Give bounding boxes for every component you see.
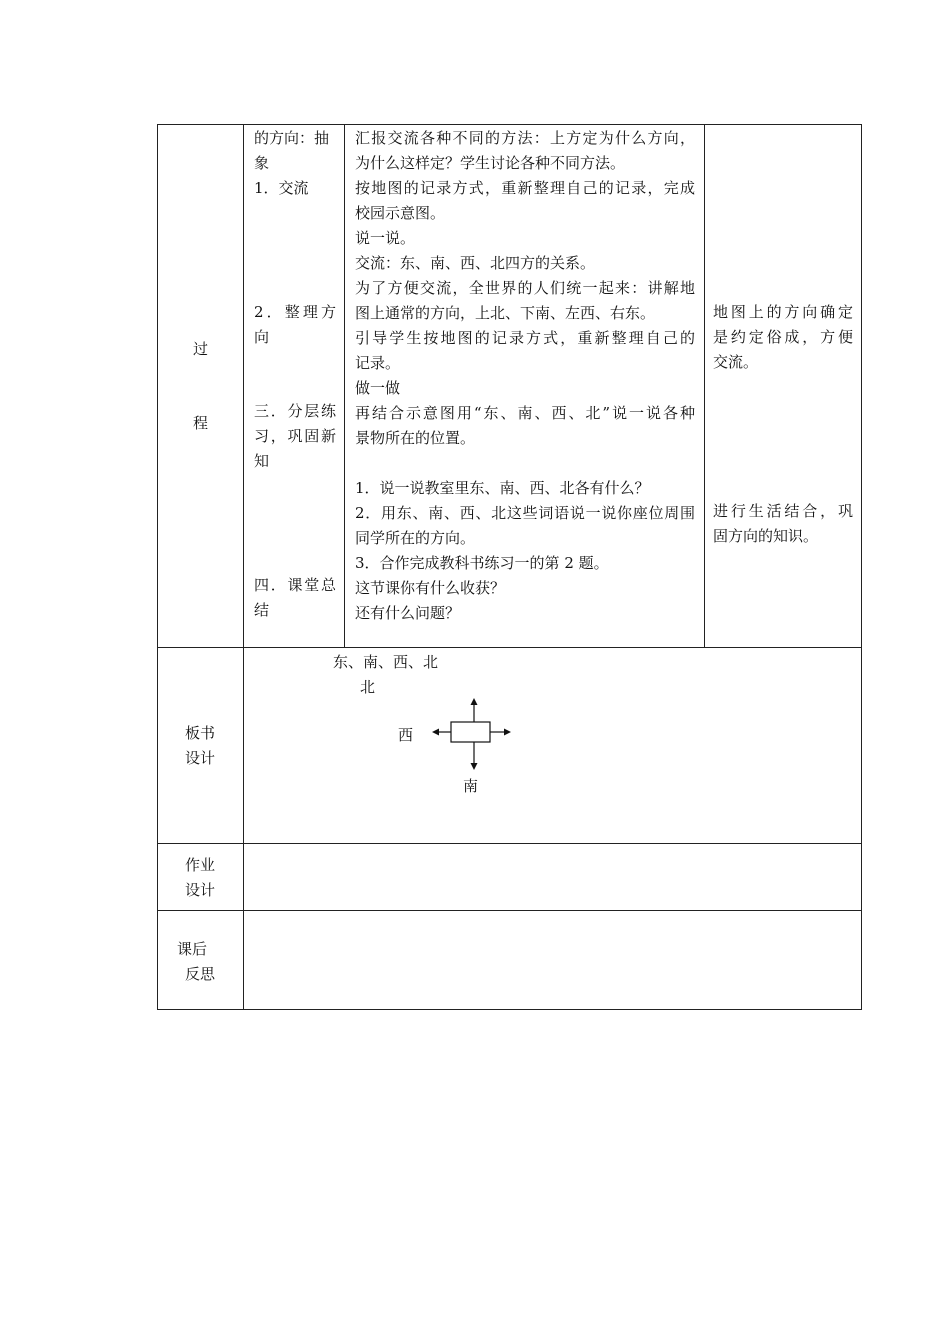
activity-line: 再结合示意图用“东、南、西、北”说一说各种 [355, 404, 695, 422]
note-line: 交流。 [713, 353, 759, 371]
step-line: 象 [254, 154, 270, 172]
note-line: 是约定俗成，方便 [713, 328, 853, 346]
activity-line: 做一做 [355, 379, 401, 397]
step-abstract [254, 126, 329, 176]
step-line: 向 [254, 328, 270, 346]
step-line: 四．课堂总 [254, 576, 336, 594]
board-design-label [185, 721, 215, 771]
arrow-north-icon [471, 698, 478, 722]
column-divider-notes [704, 124, 705, 648]
table-border-bottom [157, 1009, 862, 1010]
label-line: 设计 [185, 749, 216, 767]
board-west-label: 西 [398, 726, 414, 744]
activity-line: 1．说一说教室里东、南、西、北各有什么？ [355, 479, 650, 497]
step-line: 2．整理方 [254, 303, 336, 321]
activity-line: 3．合作完成教科书练习一的第 2 题。 [355, 554, 609, 572]
step-line: 三．分层练 [254, 402, 336, 420]
arrow-east-icon [490, 729, 511, 736]
table-border-right [861, 124, 862, 1010]
compass-diagram [428, 695, 518, 775]
step-line: 1．交流 [254, 179, 309, 197]
label-line: 反思 [185, 965, 216, 983]
activity-line: 交流：东、南、西、北四方的关系。 [355, 254, 596, 272]
step-layered-practice [254, 399, 336, 474]
label-line: 作业 [185, 856, 216, 874]
activity-line: 2．用东、南、西、北这些词语说一说你座位周围 [355, 504, 695, 522]
column-divider-label [243, 124, 244, 1010]
board-south-label: 南 [463, 777, 479, 795]
activity-line: 记录。 [355, 354, 401, 372]
table-border-left [157, 124, 158, 1010]
activity-line: 图上通常的方向，上北、下南、左西、右东。 [355, 304, 656, 322]
note-line: 进行生活结合，巩 [713, 502, 853, 520]
note-life-connection [713, 499, 853, 549]
activity-line: 校园示意图。 [355, 204, 446, 222]
activity-line: 为什么这样定？学生讨论各种不同方法。 [355, 154, 626, 172]
activities-text [355, 126, 695, 626]
activity-line: 景物所在的位置。 [355, 429, 476, 447]
step-line: 结 [254, 601, 270, 619]
row-divider-reflection [157, 910, 862, 911]
activity-line [355, 451, 695, 476]
activity-line: 同学所在的方向。 [355, 529, 476, 547]
row-divider-homework [157, 843, 862, 844]
process-label-top: 过 [193, 340, 209, 358]
board-north-label: 北 [360, 678, 376, 696]
step-exchange [254, 176, 309, 201]
arrow-west-icon [432, 729, 451, 736]
label-line: 设计 [185, 881, 216, 899]
homework-design-label [185, 853, 215, 903]
compass-center-box [451, 722, 490, 742]
activity-line: 为了方便交流，全世界的人们统一起来：讲解地 [355, 279, 695, 297]
step-line: 的方向：抽 [254, 129, 330, 147]
column-divider-steps [344, 124, 345, 648]
process-label-bottom: 程 [193, 414, 209, 432]
table-border-top [157, 124, 862, 125]
activity-line: 这节课你有什么收获？ [355, 579, 506, 597]
label-line: 课后 [177, 940, 208, 958]
reflection-label [177, 937, 215, 987]
step-class-summary [254, 573, 336, 623]
step-line: 习，巩固新 [254, 427, 336, 445]
board-title: 东、南、西、北 [333, 653, 439, 671]
step-organize-direction [254, 300, 336, 350]
row-divider-board [157, 647, 862, 648]
activity-line: 说一说。 [355, 229, 416, 247]
note-line: 固方向的知识。 [713, 527, 819, 545]
step-line: 知 [254, 452, 270, 470]
activity-line: 引导学生按地图的记录方式，重新整理自己的 [355, 329, 695, 347]
activity-line: 汇报交流各种不同的方法：上方定为什么方向， [355, 129, 695, 147]
activity-line: 按地图的记录方式，重新整理自己的记录，完成 [355, 179, 695, 197]
note-map-convention [713, 300, 853, 375]
arrow-south-icon [471, 742, 478, 770]
note-line: 地图上的方向确定 [713, 303, 853, 321]
label-line: 板书 [185, 724, 216, 742]
activity-line: 还有什么问题？ [355, 604, 461, 622]
